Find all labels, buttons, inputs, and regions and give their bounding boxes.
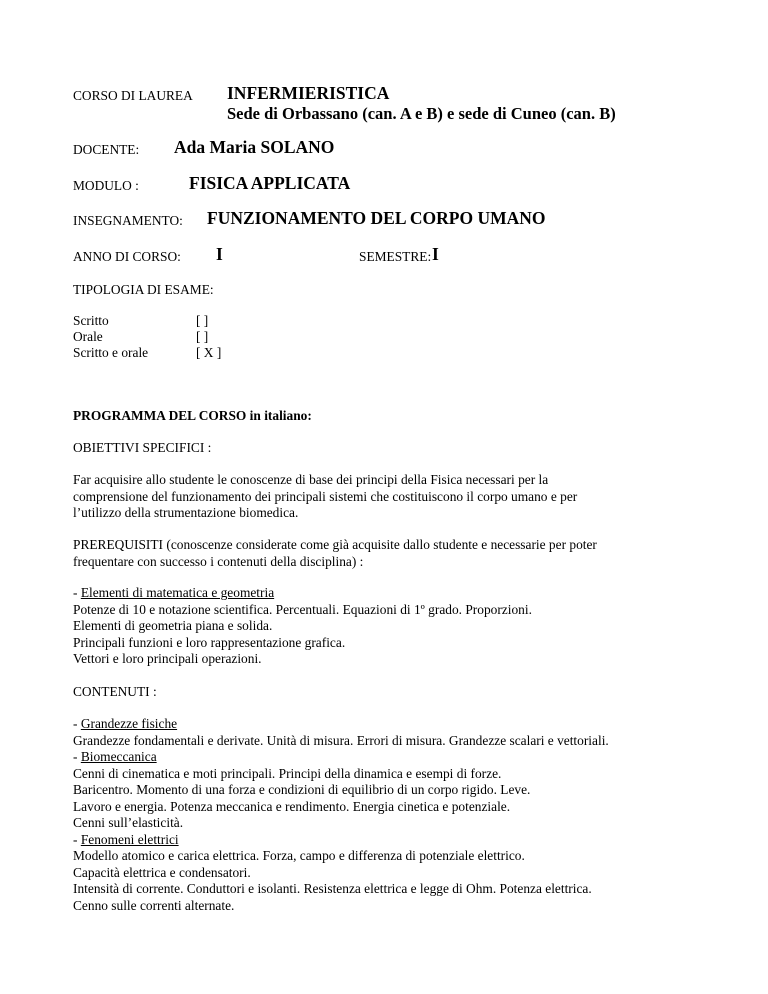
section-line: Capacità elettrica e condensatori. <box>73 864 251 880</box>
section-heading: Fenomeni elettrici <box>80 831 179 847</box>
obiettivi-line: comprensione del funzionamento dei principali sistemi che costituiscono il corpo umano e per <box>73 488 578 504</box>
exam-option-label: Scritto e orale <box>73 345 149 360</box>
insegnamento-value: FUNZIONAMENTO DEL CORPO UMANO <box>207 208 546 228</box>
section-line: Principali funzioni e loro rappresentazione grafica. <box>73 634 346 650</box>
section-heading: Biomeccanica <box>80 749 157 764</box>
section-heading-row <box>73 832 733 849</box>
anno-value: I <box>216 244 223 264</box>
section-dash: - <box>73 585 81 600</box>
modulo-value: FISICA APPLICATA <box>189 173 351 193</box>
section-line: Cenni sull’elasticità. <box>73 815 184 830</box>
prereq-section <box>73 585 733 668</box>
anno-label: ANNO DI CORSO: <box>73 249 181 264</box>
obiettivi-title: OBIETTIVI SPECIFICI : <box>73 440 212 455</box>
section-heading: Elementi di matematica e geometria <box>80 585 275 600</box>
section-heading-row <box>73 716 733 733</box>
section-heading-row <box>73 749 733 766</box>
modulo-label: MODULO : <box>73 178 139 193</box>
corso-value: INFERMIERISTICA <box>227 83 390 103</box>
section-line: Vettori e loro principali operazioni. <box>73 651 262 666</box>
exam-option-label: Scritto <box>73 313 109 328</box>
section-line: Potenze di 10 e notazione scientifica. Percentuali. Equazioni di 1º grado. Proporzioni. <box>73 601 532 617</box>
exam-option-mark: [ ] <box>196 313 209 328</box>
section-line: Cenni di cinematica e moti principali. Principi della dinamica e esempi di forze. <box>73 765 502 781</box>
program-title: PROGRAMMA DEL CORSO in italiano: <box>73 408 312 423</box>
insegnamento-label: INSEGNAMENTO: <box>73 213 183 228</box>
docente-label: DOCENTE: <box>73 142 140 157</box>
prereq-paragraph <box>73 537 733 570</box>
obiettivi-line: l’utilizzo della strumentazione biomedica. <box>73 505 299 520</box>
section-line: Baricentro. Momento di una forza e condizioni di equilibrio di un corpo rigido. Leve. <box>73 782 531 797</box>
section-line: Modello atomico e carica elettrica. Forza, campo e differenza di potenziale elettrico. <box>73 848 525 863</box>
section-dash: - <box>73 716 81 731</box>
section-line: Intensità di corrente. Conduttori e isolanti. Resistenza elettrica e legge di Ohm. Potenza elettrica. <box>73 881 592 896</box>
section-heading: Grandezze fisiche <box>80 716 178 731</box>
prereq-line: PREREQUISITI (conoscenze considerate come già acquisite dallo studente e necessarie per poter <box>73 537 597 552</box>
contenuti-sections <box>73 716 733 914</box>
section-dash: - <box>73 831 81 847</box>
contenuti-title: CONTENUTI : <box>73 684 157 699</box>
prereq-section-heading-row <box>73 585 733 602</box>
semestre-value: I <box>432 244 439 264</box>
sede-value: Sede di Orbassano (can. A e B) e sede di Cuneo (can. B) <box>227 104 616 123</box>
exam-option-mark: [ X ] <box>196 345 222 360</box>
obiettivi-paragraph <box>73 472 733 522</box>
section-dash: - <box>73 749 81 764</box>
prereq-line: frequentare con successo i contenuti della disciplina) : <box>73 553 364 569</box>
exam-title: TIPOLOGIA DI ESAME: <box>73 282 214 297</box>
corso-label: CORSO DI LAUREA <box>73 88 193 103</box>
exam-option-mark: [ ] <box>196 329 209 344</box>
obiettivi-line: Far acquisire allo studente le conoscenze di base dei principi della Fisica necessari per la <box>73 472 549 487</box>
section-line: Elementi di geometria piana e solida. <box>73 618 273 633</box>
exam-option-label: Orale <box>73 329 103 344</box>
section-line: Grandezze fondamentali e derivate. Unità di misura. Errori di misura. Grandezze scalari e vettoriali. <box>73 732 609 748</box>
docente-value: Ada Maria SOLANO <box>174 137 335 157</box>
section-line: Lavoro e energia. Potenza meccanica e rendimento. Energia cinetica e potenziale. <box>73 798 511 814</box>
section-line: Cenno sulle correnti alternate. <box>73 897 235 913</box>
semestre-label: SEMESTRE: <box>359 249 432 264</box>
